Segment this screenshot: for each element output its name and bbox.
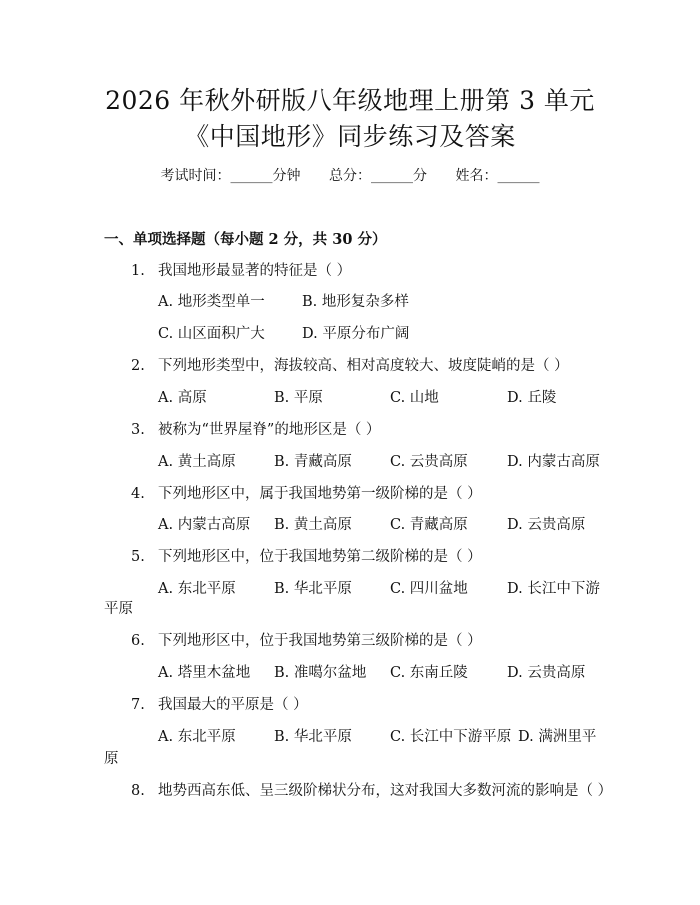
question-text: 下列地形区中，属于我国地势第一级阶梯的是（ ） bbox=[158, 486, 482, 502]
question-3-options bbox=[0, 452, 700, 472]
question-text: 地势西高东低、呈三级阶梯状分布，这对我国大多数河流的影响是（ ） bbox=[158, 783, 613, 799]
option-b[interactable]: B. 黄土高原 bbox=[274, 517, 352, 533]
option-a[interactable]: A. 东北平原 bbox=[158, 729, 236, 745]
question-number: 6. bbox=[131, 633, 145, 649]
question-text: 我国地形最显著的特征是（ ） bbox=[158, 263, 352, 279]
question-number: 5. bbox=[131, 549, 145, 565]
question-1 bbox=[131, 261, 351, 281]
question-6 bbox=[131, 631, 482, 651]
question-text: 下列地形区中，位于我国地势第三级阶梯的是（ ） bbox=[158, 633, 482, 649]
document-title-line-1: 2026 年秋外研版八年级地理上册第 3 单元 bbox=[105, 86, 595, 115]
question-number: 2. bbox=[131, 358, 145, 374]
question-number: 3. bbox=[131, 422, 145, 438]
option-c[interactable]: C. 山区面积广大 bbox=[158, 326, 265, 342]
document-title-line-2: 《中国地形》同步练习及答案 bbox=[184, 122, 516, 151]
option-a[interactable]: A. 地形类型单一 bbox=[158, 294, 265, 310]
question-number: 4. bbox=[131, 486, 145, 502]
option-c[interactable]: C. 山地 bbox=[390, 390, 439, 406]
exam-time-field: 考试时间：______分钟 bbox=[160, 168, 301, 184]
option-d[interactable]: D. 平原分布广阔 bbox=[302, 326, 410, 342]
question-number: 1. bbox=[131, 263, 145, 279]
option-b[interactable]: B. 准噶尔盆地 bbox=[274, 665, 367, 681]
option-c[interactable]: C. 云贵高原 bbox=[390, 454, 468, 470]
option-a[interactable]: A. 高原 bbox=[158, 390, 207, 406]
option-d[interactable]: D. 丘陵 bbox=[507, 390, 557, 406]
question-number: 8. bbox=[131, 783, 145, 799]
option-a[interactable]: A. 东北平原 bbox=[158, 581, 236, 597]
question-6-options bbox=[0, 663, 700, 683]
option-a[interactable]: A. 塔里木盆地 bbox=[158, 665, 251, 681]
option-d-wrap: 平原 bbox=[104, 601, 133, 617]
option-d[interactable]: D. 内蒙古高原 bbox=[507, 454, 600, 470]
option-c[interactable]: C. 东南丘陵 bbox=[390, 665, 468, 681]
question-7 bbox=[131, 695, 308, 715]
question-number: 7. bbox=[131, 697, 145, 713]
option-d[interactable]: D. 云贵高原 bbox=[507, 517, 586, 533]
question-4-options bbox=[0, 515, 700, 535]
option-c[interactable]: C. 四川盆地 bbox=[390, 581, 468, 597]
question-7-options bbox=[0, 727, 700, 747]
option-b[interactable]: B. 华北平原 bbox=[274, 729, 352, 745]
question-text: 我国最大的平原是（ ） bbox=[158, 697, 308, 713]
question-2-options bbox=[0, 388, 700, 408]
option-a[interactable]: A. 黄土高原 bbox=[158, 454, 236, 470]
question-5-options bbox=[0, 579, 700, 599]
option-a[interactable]: A. 内蒙古高原 bbox=[158, 517, 251, 533]
option-d-wrap: 原 bbox=[104, 751, 119, 767]
option-b[interactable]: B. 华北平原 bbox=[274, 581, 352, 597]
question-1-options-row-2 bbox=[0, 324, 700, 344]
option-d[interactable]: D. 长江中下游 bbox=[507, 581, 600, 597]
option-c[interactable]: C. 长江中下游平原 bbox=[390, 729, 512, 745]
total-score-field: 总分：______分 bbox=[329, 168, 427, 184]
question-8 bbox=[131, 781, 612, 801]
option-d[interactable]: D. 满洲里平 bbox=[518, 729, 597, 745]
question-5 bbox=[131, 547, 482, 567]
question-2 bbox=[131, 356, 569, 376]
question-3 bbox=[131, 420, 380, 440]
option-b[interactable]: B. 地形复杂多样 bbox=[302, 294, 409, 310]
option-b[interactable]: B. 平原 bbox=[274, 390, 323, 406]
exam-info-line bbox=[0, 166, 700, 186]
student-name-field: 姓名：______ bbox=[455, 168, 540, 184]
question-text: 下列地形类型中，海拔较高、相对高度较大、坡度陡峭的是（ ） bbox=[158, 358, 569, 374]
option-d[interactable]: D. 云贵高原 bbox=[507, 665, 586, 681]
option-c[interactable]: C. 青藏高原 bbox=[390, 517, 468, 533]
question-4 bbox=[131, 484, 482, 504]
question-text: 下列地形区中，位于我国地势第二级阶梯的是（ ） bbox=[158, 549, 482, 565]
question-text: 被称为“世界屋脊”的地形区是（ ） bbox=[158, 422, 381, 438]
option-b[interactable]: B. 青藏高原 bbox=[274, 454, 352, 470]
question-1-options-row-1 bbox=[0, 292, 700, 312]
section-heading: 一、单项选择题（每小题 2 分，共 30 分） bbox=[104, 231, 387, 248]
